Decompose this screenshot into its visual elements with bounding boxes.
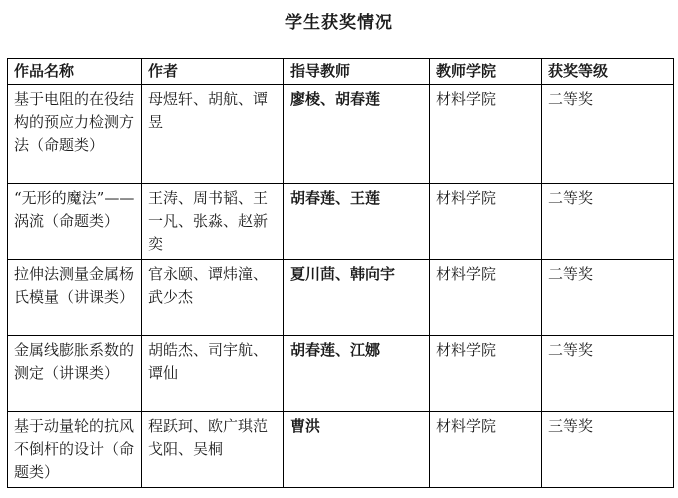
cell-advisors: 廖棱、胡春莲	[284, 85, 430, 184]
cell-work: 基于电阻的在役结构的预应力检测方法（命题类）	[8, 85, 142, 184]
cell-authors: 程跃珂、欧广琪范戈阳、吴桐	[142, 412, 284, 488]
cell-award: 三等奖	[542, 412, 674, 488]
header-authors: 作者	[142, 59, 284, 85]
table-row	[8, 85, 674, 184]
cell-award: 二等奖	[542, 184, 674, 260]
cell-advisors: 胡春莲、江娜	[284, 336, 430, 412]
header-award: 获奖等级	[542, 59, 674, 85]
cell-college: 材料学院	[430, 412, 542, 488]
cell-advisors: 夏川茴、韩向宇	[284, 260, 430, 336]
table-row	[8, 184, 674, 260]
cell-authors: 官永颐、谭炜潼、武少杰	[142, 260, 284, 336]
cell-authors: 胡皓杰、司宇航、谭仙	[142, 336, 284, 412]
table-row	[8, 336, 674, 412]
header-advisors: 指导教师	[284, 59, 430, 85]
header-college: 教师学院	[430, 59, 542, 85]
cell-award: 二等奖	[542, 336, 674, 412]
table-row	[8, 412, 674, 488]
table-header-row	[8, 59, 674, 85]
table-row	[8, 260, 674, 336]
cell-authors: 母煜轩、胡航、谭昱	[142, 85, 284, 184]
cell-advisors: 曹洪	[284, 412, 430, 488]
cell-advisors: 胡春莲、王莲	[284, 184, 430, 260]
cell-work: 金属线膨胀系数的测定（讲课类）	[8, 336, 142, 412]
cell-college: 材料学院	[430, 260, 542, 336]
cell-work: 拉伸法测量金属杨氏模量（讲课类）	[8, 260, 142, 336]
cell-college: 材料学院	[430, 184, 542, 260]
cell-award: 二等奖	[542, 85, 674, 184]
cell-award: 二等奖	[542, 260, 674, 336]
awards-table	[7, 58, 674, 488]
cell-college: 材料学院	[430, 85, 542, 184]
cell-work: “无形的魔法”——涡流（命题类）	[8, 184, 142, 260]
header-work: 作品名称	[8, 59, 142, 85]
cell-work: 基于动量轮的抗风不倒杆的设计（命题类）	[8, 412, 142, 488]
page-title: 学生获奖情况	[285, 13, 393, 33]
cell-authors: 王涛、周书韬、王一凡、张淼、赵新奕	[142, 184, 284, 260]
cell-college: 材料学院	[430, 336, 542, 412]
